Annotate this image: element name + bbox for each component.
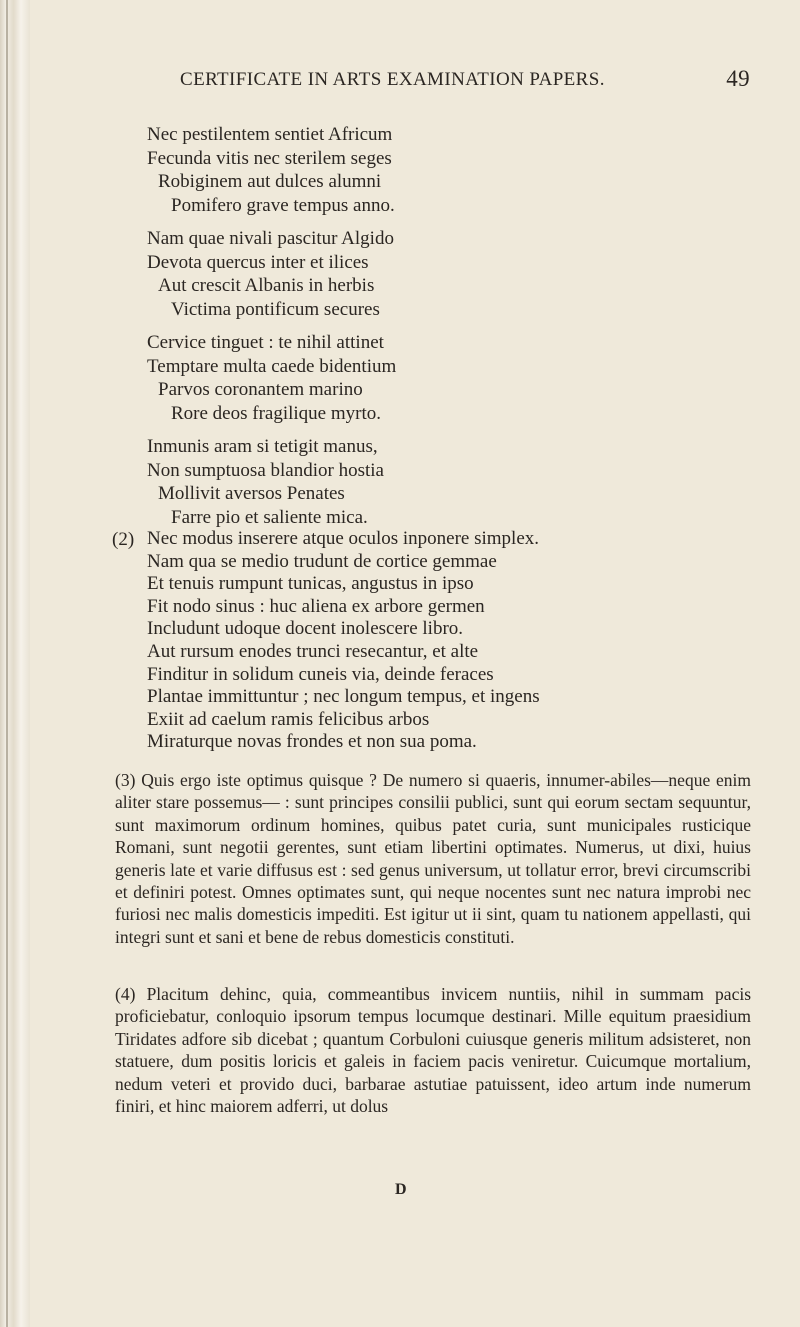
page-number: 49 <box>726 66 750 91</box>
verse-line: Fecunda vitis nec sterilem seges <box>147 147 392 169</box>
verse-line: Pomifero grave tempus anno. <box>171 194 395 216</box>
stanza <box>147 227 747 321</box>
question-number: (3) <box>115 770 136 790</box>
verse-line: Parvos coronantem marino <box>158 379 363 400</box>
verse-line: Devota quercus inter et ilices <box>147 251 369 273</box>
stanza <box>147 331 747 425</box>
verse-line: Non sumptuosa blandior hostia <box>147 459 384 481</box>
verse-line: Inmunis aram si tetigit manus, <box>147 436 378 457</box>
verse-line: Nam qua se medio trudunt de cortice gemmae <box>147 550 497 572</box>
running-title: CERTIFICATE IN ARTS EXAMINATION PAPERS. <box>180 69 605 90</box>
verse-line: Nec modus inserere atque oculos inponere simplex. <box>147 528 540 549</box>
verse-line: Victima pontificum secures <box>171 298 380 320</box>
stanza <box>147 123 747 217</box>
verse-line: Nec pestilentem sentiet Africum <box>147 124 393 145</box>
running-header <box>180 66 750 99</box>
verse-line: Miraturque novas frondes et non sua poma. <box>147 731 477 753</box>
verse-line: Robiginem aut dulces alumni <box>158 171 382 192</box>
poem <box>147 123 747 539</box>
question-number: (2) <box>112 529 135 550</box>
verse-line: Plantae immittuntur ; nec longum tempus, et ingens <box>147 686 540 708</box>
verse-line: Aut rursum enodes trunci resecantur, et alte <box>147 640 479 662</box>
question-number: (4) <box>115 984 136 1004</box>
verse-line: Temptare multa caede bidentium <box>147 355 397 377</box>
verse-line: Rore deos fragilique myrto. <box>171 402 382 424</box>
stanza <box>147 435 747 529</box>
signature-mark: D <box>395 1181 407 1198</box>
verse-line: Includunt udoque docent inolescere libro. <box>147 618 464 640</box>
verse-line: Et tenuis rumpunt tunicas, angustus in ipso <box>147 573 474 595</box>
verse-line: Exiit ad caelum ramis felicibus arbos <box>147 708 430 730</box>
question-4 <box>115 983 751 1117</box>
question-3-text: Quis ergo iste optimus quisque ? De numero si quaeris, innumer-abiles—neque enim aliter stare possemus— : sunt principes consilii publici, sunt qui eorum sectam sequuntur, sunt maximorum ordinum homines, quibus patet curia, sunt municipales rusticique Romani, sunt negotii gerentes, sunt etiam libertini optimates. Numerus, ut dixi, huius generis late et varie diffusus est : sed genus universum, ut tollatur error, brevi circumscribi et definiri potest. Omnes optimates sunt, qui neque nocentes sunt nec natura improbi nec furiosi nec malis domesticis impediti. Est igitur ut ii sint, quam tu nationem appellasti, qui integri sunt et sani et bene de rebus domesticis constituti. <box>115 770 751 947</box>
verse-line: Mollivit aversos Penates <box>158 483 345 504</box>
question-3 <box>115 769 751 948</box>
verse-line: Nam quae nivali pascitur Algido <box>147 228 394 249</box>
verse-line: Farre pio et saliente mica. <box>171 506 368 528</box>
question-4-text: Placitum dehinc, quia, commeantibus invicem nuntiis, nihil in summam pacis proficiebatur, conloquio ipsorum tempus locumque destinari. Mille equitum praesidium Tiridates adfore sib dicebat ; quantum Corbuloni cuiusque generis militum adsisteret, non statuere, dum positis loricis et galeis in faciem pacis veniretur. Cuicumque mortalium, nedum veteri et provido duci, barbarae astutiae patuissent, ideo artum inde numerum finiri, et hinc maiorem adferri, ut dolus <box>115 984 752 1117</box>
verse-line: Cervice tinguet : te nihil attinet <box>147 332 384 353</box>
verse-line: Fit nodo sinus : huc aliena ex arbore germen <box>147 595 485 617</box>
verse-line: Aut crescit Albanis in herbis <box>158 275 375 296</box>
verse-line: Finditur in solidum cuneis via, deinde feraces <box>147 663 494 685</box>
question-2-verse <box>147 528 540 754</box>
